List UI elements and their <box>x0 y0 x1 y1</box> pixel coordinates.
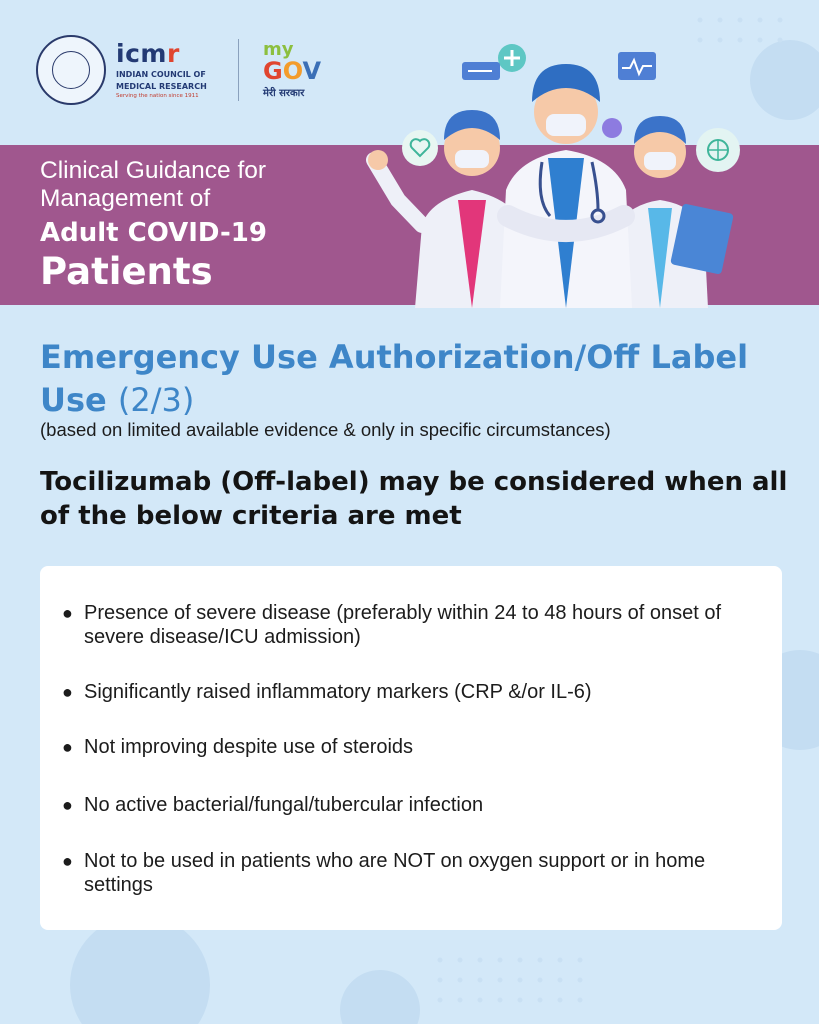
seal-emblem-icon <box>52 51 90 89</box>
icmr-name-line2: MEDICAL RESEARCH <box>116 82 207 91</box>
logo-divider <box>238 39 239 101</box>
mygov-logo <box>263 41 353 99</box>
mygov-my-text: my <box>263 39 294 60</box>
syringe-icon <box>462 62 500 80</box>
mygov-hindi-text: मेरी सरकार <box>263 88 305 99</box>
doctors-illustration <box>360 40 760 308</box>
section-title <box>40 336 780 422</box>
list-item <box>62 735 772 759</box>
criteria-text: No active bacterial/fungal/tubercular infection <box>84 794 484 816</box>
banner-line-2: Management of <box>40 185 211 212</box>
section-note: (based on limited available evidence & only in specific circumstances) <box>40 419 611 440</box>
bullet-icon: ● <box>62 795 73 815</box>
center-doctor-figure <box>500 64 632 308</box>
criteria-card <box>40 566 782 930</box>
icmr-tagline: Serving the nation since 1911 <box>116 93 199 99</box>
pill-icon <box>602 118 622 138</box>
pulse-icon <box>618 52 656 80</box>
globe-icon <box>696 128 740 172</box>
heart-icon <box>402 130 438 166</box>
banner-line-4: Patients <box>40 250 213 293</box>
plus-icon <box>498 44 526 72</box>
criteria-heading: Tocilizumab (Off-label) may be considered when all of the below criteria are met <box>40 467 788 531</box>
list-item <box>62 680 772 704</box>
criteria-text: Not improving despite use of steroids <box>84 736 414 758</box>
mygov-gov-text: GOV <box>263 57 322 85</box>
criteria-text: Significantly raised inflammatory markers (CRP &/or IL-6) <box>84 681 592 703</box>
bullet-icon: ● <box>62 682 73 702</box>
banner-title <box>40 157 380 293</box>
icmr-seal-logo <box>36 35 106 105</box>
criteria-text: Not to be used in patients who are NOT on oxygen support or in home settings <box>84 850 706 896</box>
virus-icon <box>70 915 210 1024</box>
banner-line-3: Adult COVID-19 <box>40 218 267 248</box>
section-title-text: Emergency Use Authorization/Off Label Use <box>40 338 749 419</box>
banner-line-1: Clinical Guidance for <box>40 157 267 184</box>
list-item <box>62 849 772 897</box>
icmr-logo <box>116 41 216 99</box>
icmr-wordmark: icmr <box>116 39 180 68</box>
section-part-indicator: (2/3) <box>117 381 195 419</box>
list-item <box>62 601 772 649</box>
icmr-name-line1: INDIAN COUNCIL OF <box>116 70 206 79</box>
list-item <box>62 793 772 817</box>
bullet-icon: ● <box>62 603 73 623</box>
header-logos <box>36 34 353 106</box>
bullet-icon: ● <box>62 737 73 757</box>
criteria-text: Presence of severe disease (preferably within 24 to 48 hours of onset of severe disease/ICU admission) <box>84 602 722 648</box>
bullet-icon: ● <box>62 851 73 871</box>
